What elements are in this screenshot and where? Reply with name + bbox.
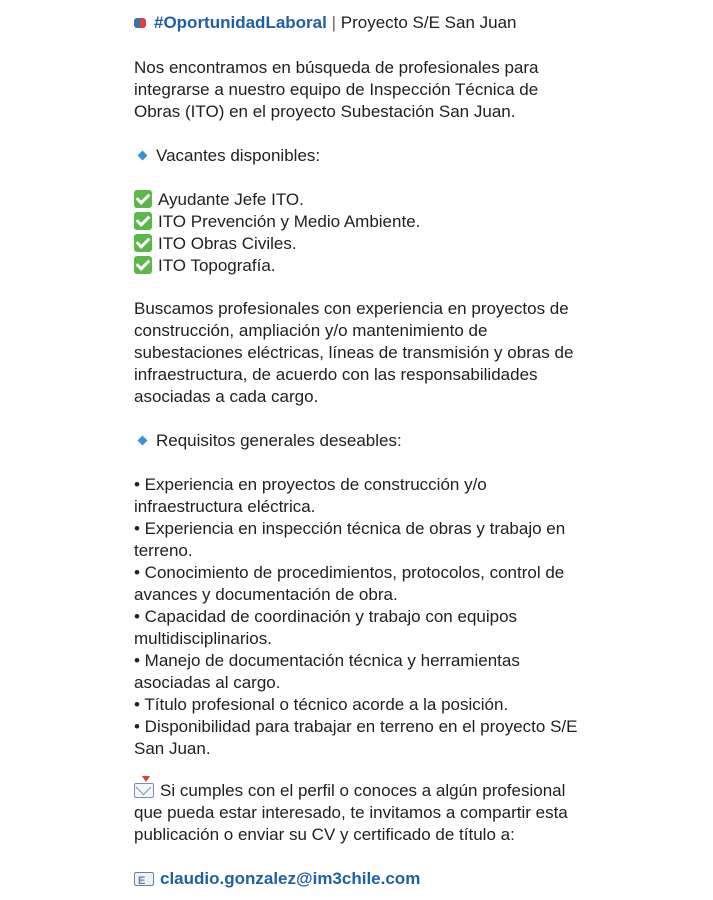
requirements-heading: Requisitos generales deseables: xyxy=(134,430,706,452)
intro-paragraph xyxy=(134,57,706,123)
vacancies-heading: Vacantes disponibles: xyxy=(134,145,706,167)
blue-diamond-icon xyxy=(138,151,148,161)
hashtag-link[interactable]: #OportunidadLaboral xyxy=(154,13,327,32)
list-item: • Título profesional o técnico acorde a la posición. xyxy=(134,695,509,714)
list-item: • Conocimiento de procedimientos, protocolos, control de xyxy=(134,563,565,582)
check-mark-icon xyxy=(134,234,152,252)
list-item: San Juan. xyxy=(134,739,211,758)
intro-line: integrarse a nuestro equipo de Inspección Técnica de xyxy=(134,80,539,99)
list-item: asociadas al cargo. xyxy=(134,673,281,692)
contact-line xyxy=(134,868,706,890)
list-item: terreno. xyxy=(134,541,193,560)
list-item: Ayudante Jefe ITO. xyxy=(134,189,706,211)
intro-line: Nos encontramos en búsqueda de profesionales para xyxy=(134,58,539,77)
list-item: ITO Obras Civiles. xyxy=(134,233,706,255)
header-separator: | xyxy=(331,13,336,32)
post-header xyxy=(134,12,517,34)
check-mark-icon xyxy=(134,190,152,208)
pin-icon xyxy=(134,17,146,29)
list-item: • Experiencia en inspección técnica de obras y trabajo en xyxy=(134,519,566,538)
list-item: ITO Topografía. xyxy=(134,255,706,277)
check-mark-icon xyxy=(134,212,152,230)
description-paragraph: Buscamos profesionales con experiencia en proyectos de construcción, ampliación y/o mantenimiento de subestaciones eléctricas, líneas de transmisión y obras de infraestructura, de acuerdo con las responsabilidades asociadas a cada cargo. xyxy=(134,299,574,406)
email-icon xyxy=(134,872,154,886)
email-link[interactable]: claudio.gonzalez@im3chile.com xyxy=(160,869,421,888)
check-mark-icon xyxy=(134,256,152,274)
list-item: • Manejo de documentación técnica y herramientas xyxy=(134,651,520,670)
list-item: avances y documentación de obra. xyxy=(134,585,398,604)
list-item: ITO Prevención y Medio Ambiente. xyxy=(134,211,706,233)
list-item: multidisciplinarios. xyxy=(134,629,272,648)
list-item: • Capacidad de coordinación y trabajo con equipos xyxy=(134,607,518,626)
project-name: Proyecto S/E San Juan xyxy=(340,13,517,32)
list-item: • Disponibilidad para trabajar en terreno en el proyecto S/E xyxy=(134,717,578,736)
intro-line: Obras (ITO) en el proyecto Subestación San Juan. xyxy=(134,102,516,121)
vacancies-list xyxy=(134,189,706,277)
blue-diamond-icon xyxy=(138,436,148,446)
list-item: infraestructura eléctrica. xyxy=(134,497,316,516)
requirements-list xyxy=(134,474,706,760)
incoming-envelope-icon xyxy=(134,783,154,798)
cta-paragraph: Si cumples con el perfil o conoces a algún profesional que pueda estar interesado, te invitamos a compartir esta publicación o enviar su CV y certificado de título a: xyxy=(134,780,706,846)
list-item: • Experiencia en proyectos de construcción y/o xyxy=(134,475,487,494)
